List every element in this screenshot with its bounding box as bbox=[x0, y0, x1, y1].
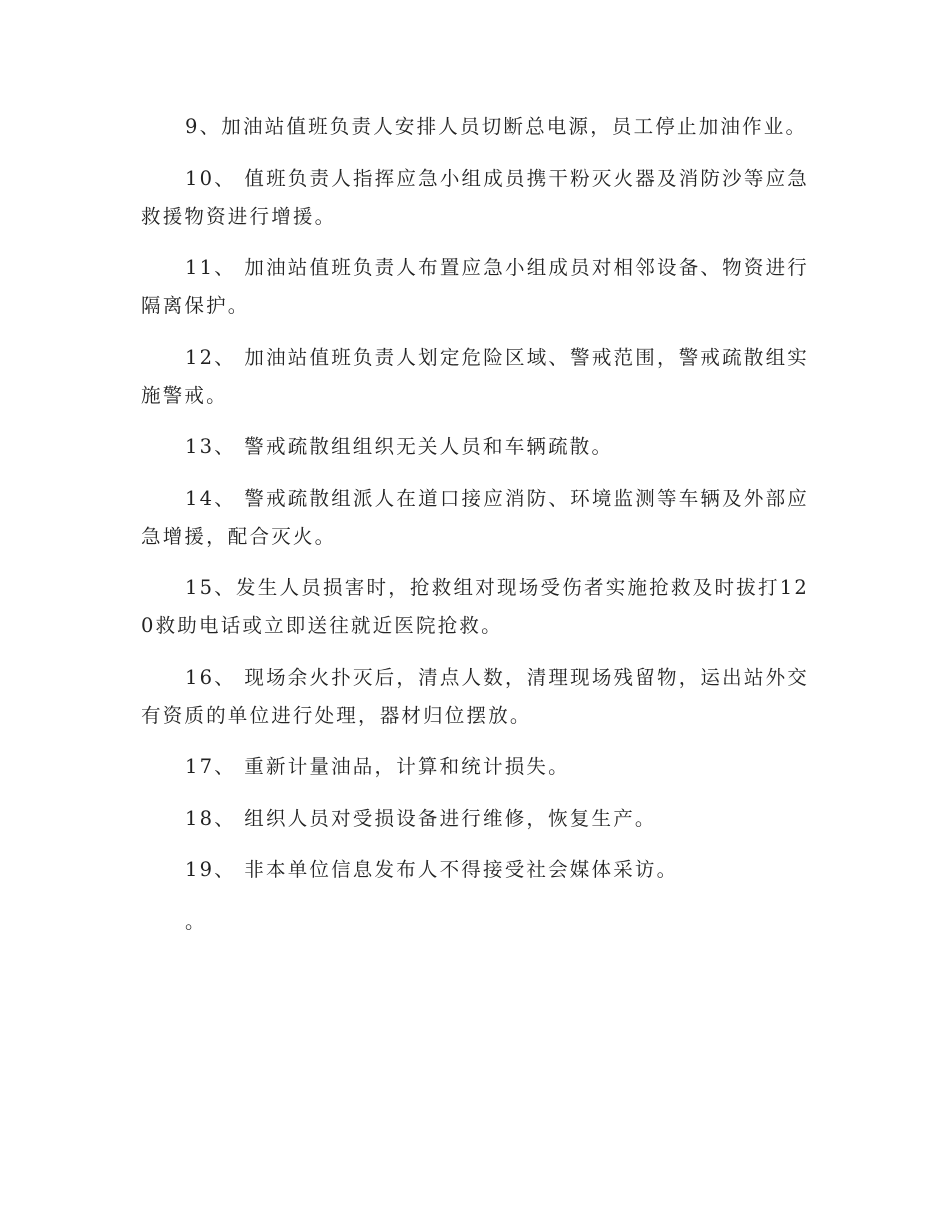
paragraph-step-10: 10、 值班负责人指挥应急小组成员携干粉灭火器及消防沙等应急救援物资进行增援。 bbox=[141, 166, 809, 228]
paragraph-step-12: 12、 加油站值班负责人划定危险区域、警戒范围，警戒疏散组实施警戒。 bbox=[141, 345, 809, 407]
document-body bbox=[141, 108, 809, 954]
paragraph-step-14: 14、 警戒疏散组派人在道口接应消防、环境监测等车辆及外部应急增援，配合灭火。 bbox=[141, 486, 809, 548]
paragraph-step-15: 15、发生人员损害时，抢救组对现场受伤者实施抢救及时拔打120救助电话或立即送往就近医院抢救。 bbox=[141, 576, 809, 637]
paragraph-step-19: 19、 非本单位信息发布人不得接受社会媒体采访。 bbox=[185, 858, 679, 881]
paragraph-step-18: 18、 组织人员对受损设备进行维修，恢复生产。 bbox=[185, 806, 657, 830]
paragraph-step-13: 13、 警戒疏散组组织无关人员和车辆疏散。 bbox=[185, 435, 614, 458]
paragraph-step-16: 16、 现场余火扑灭后，清点人数，清理现场残留物，运出站外交有资质的单位进行处理，器材归位摆放。 bbox=[141, 665, 809, 727]
paragraph-trailing-mark: 。 bbox=[185, 909, 207, 933]
paragraph-step-11: 11、 加油站值班负责人布置应急小组成员对相邻设备、物资进行隔离保护。 bbox=[141, 256, 809, 317]
paragraph-step-17: 17、 重新计量油品，计算和统计损失。 bbox=[185, 755, 570, 778]
paragraph-step-9: 9、加油站值班负责人安排人员切断总电源，员工停止加油作业。 bbox=[185, 115, 808, 138]
